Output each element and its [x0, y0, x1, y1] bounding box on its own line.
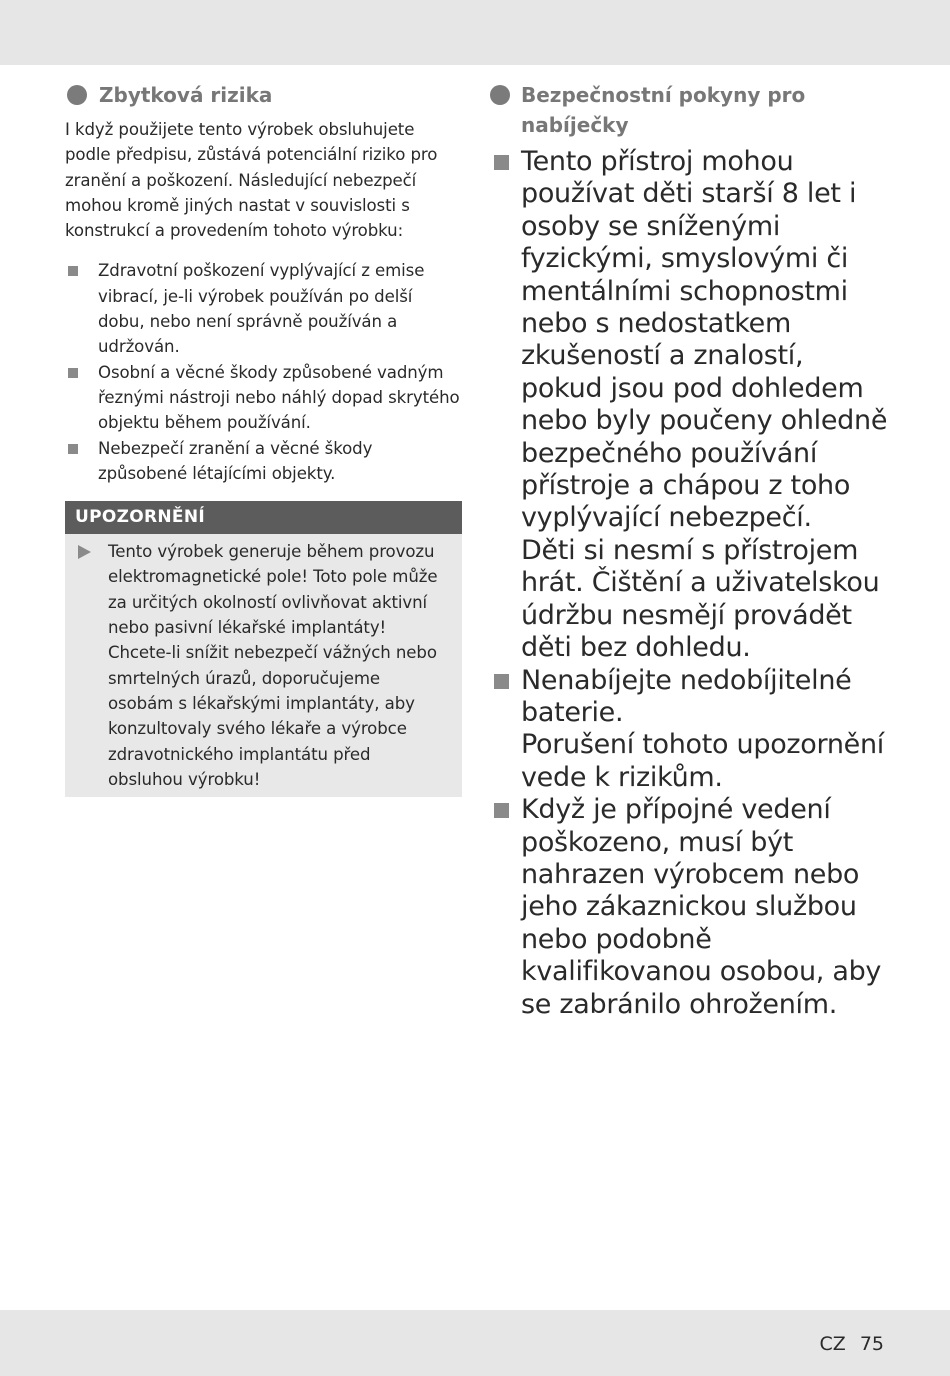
- list-item-paragraph: Nenabíjejte nedobíjitelné baterie.: [521, 664, 852, 728]
- language-code: CZ: [819, 1333, 846, 1355]
- square-bullet-icon: [68, 444, 78, 454]
- list-item-paragraph: Porušení tohoto upozornění vede k rizikům.: [521, 729, 884, 793]
- bullet-circle-icon: [490, 85, 510, 105]
- square-bullet-icon: [68, 266, 78, 276]
- page-footer: [820, 1333, 884, 1355]
- intro-paragraph: I když použijete tento výrobek obsluhujete podle předpisu, zůstává potenciální riziko pro zranění a poškození. Následující nebezpečí mohou kromě jiných nastat v souvislosti s konstrukcí a provedením tohoto výrobku:: [65, 120, 438, 241]
- warning-box: [65, 501, 462, 797]
- list-item: [65, 436, 462, 487]
- list-item: [65, 360, 462, 436]
- list-item-paragraph: Tento přístroj mohou používat děti starší 8 let i osoby se sníženými fyzickými, smyslovými či mentálními schopnostmi nebo s nedostatkem zkušeností a znalostí, pokud jsou pod dohledem nebo byly poučeny ohledně bezpečného používání přístroje a chápou z toho vyplývající nebezpečí.: [521, 146, 888, 534]
- charger-safety-list: [490, 146, 890, 1021]
- page-number: 75: [859, 1333, 884, 1355]
- right-column: [490, 80, 890, 1021]
- list-item-text: Zdravotní poškození vyplývající z emise vibrací, je-li výrobek používán po delší dobu, nebo není správně používán a udržován.: [98, 261, 425, 357]
- section-heading-text: Bezpečnostní pokyny pro nabíječky: [521, 83, 806, 137]
- list-item: [490, 665, 890, 795]
- bullet-circle-icon: [67, 85, 87, 105]
- warning-body: [65, 534, 462, 797]
- list-item-text: Osobní a věcné škody způsobené vadným řeznými nástroji nebo náhlý dopad skrytého objektu během používání.: [98, 362, 460, 433]
- list-item: [65, 258, 462, 359]
- section-heading-text: Zbytková rizika: [99, 83, 273, 107]
- left-column: [65, 80, 462, 797]
- square-bullet-icon: [494, 803, 509, 818]
- list-item-text: Nebezpečí zranění a věcné škody způsobené létajícími objekty.: [98, 438, 373, 483]
- list-item: [490, 794, 890, 1021]
- square-bullet-icon: [494, 155, 509, 170]
- footer-band: [0, 1310, 950, 1376]
- list-item-paragraph: Děti si nesmí s přístrojem hrát. Čištění a uživatelskou údržbu nesmějí provádět děti bez dohledu.: [521, 534, 880, 664]
- header-band: [0, 0, 950, 65]
- warning-title: UPOZORNĚNÍ: [65, 501, 462, 534]
- arrow-right-icon: [78, 545, 91, 559]
- square-bullet-icon: [68, 368, 78, 378]
- section-heading-residual-risks: [65, 80, 462, 110]
- list-item-paragraph: Když je přípojné vedení poškozeno, musí být nahrazen výrobcem nebo jeho zákaznickou službou nebo podobně kvalifikovanou osobou, aby se zabránilo ohrožením.: [521, 794, 882, 1020]
- square-bullet-icon: [494, 674, 509, 689]
- risk-list: [65, 258, 462, 486]
- list-item: [490, 146, 890, 665]
- warning-text: Tento výrobek generuje během provozu elektromagnetické pole! Toto pole může za určitých okolností ovlivňovat aktivní nebo pasivní lékařské implantáty! Chcete-li snížit nebezpečí vážných nebo smrtelných úrazů, doporučujeme osobám s lékařskými implantáty, aby konzultovaly svého lékaře a výrobce zdravotnického implantátu před obsluhou výrobku!: [108, 542, 438, 789]
- section-heading-charger-safety: [490, 80, 890, 140]
